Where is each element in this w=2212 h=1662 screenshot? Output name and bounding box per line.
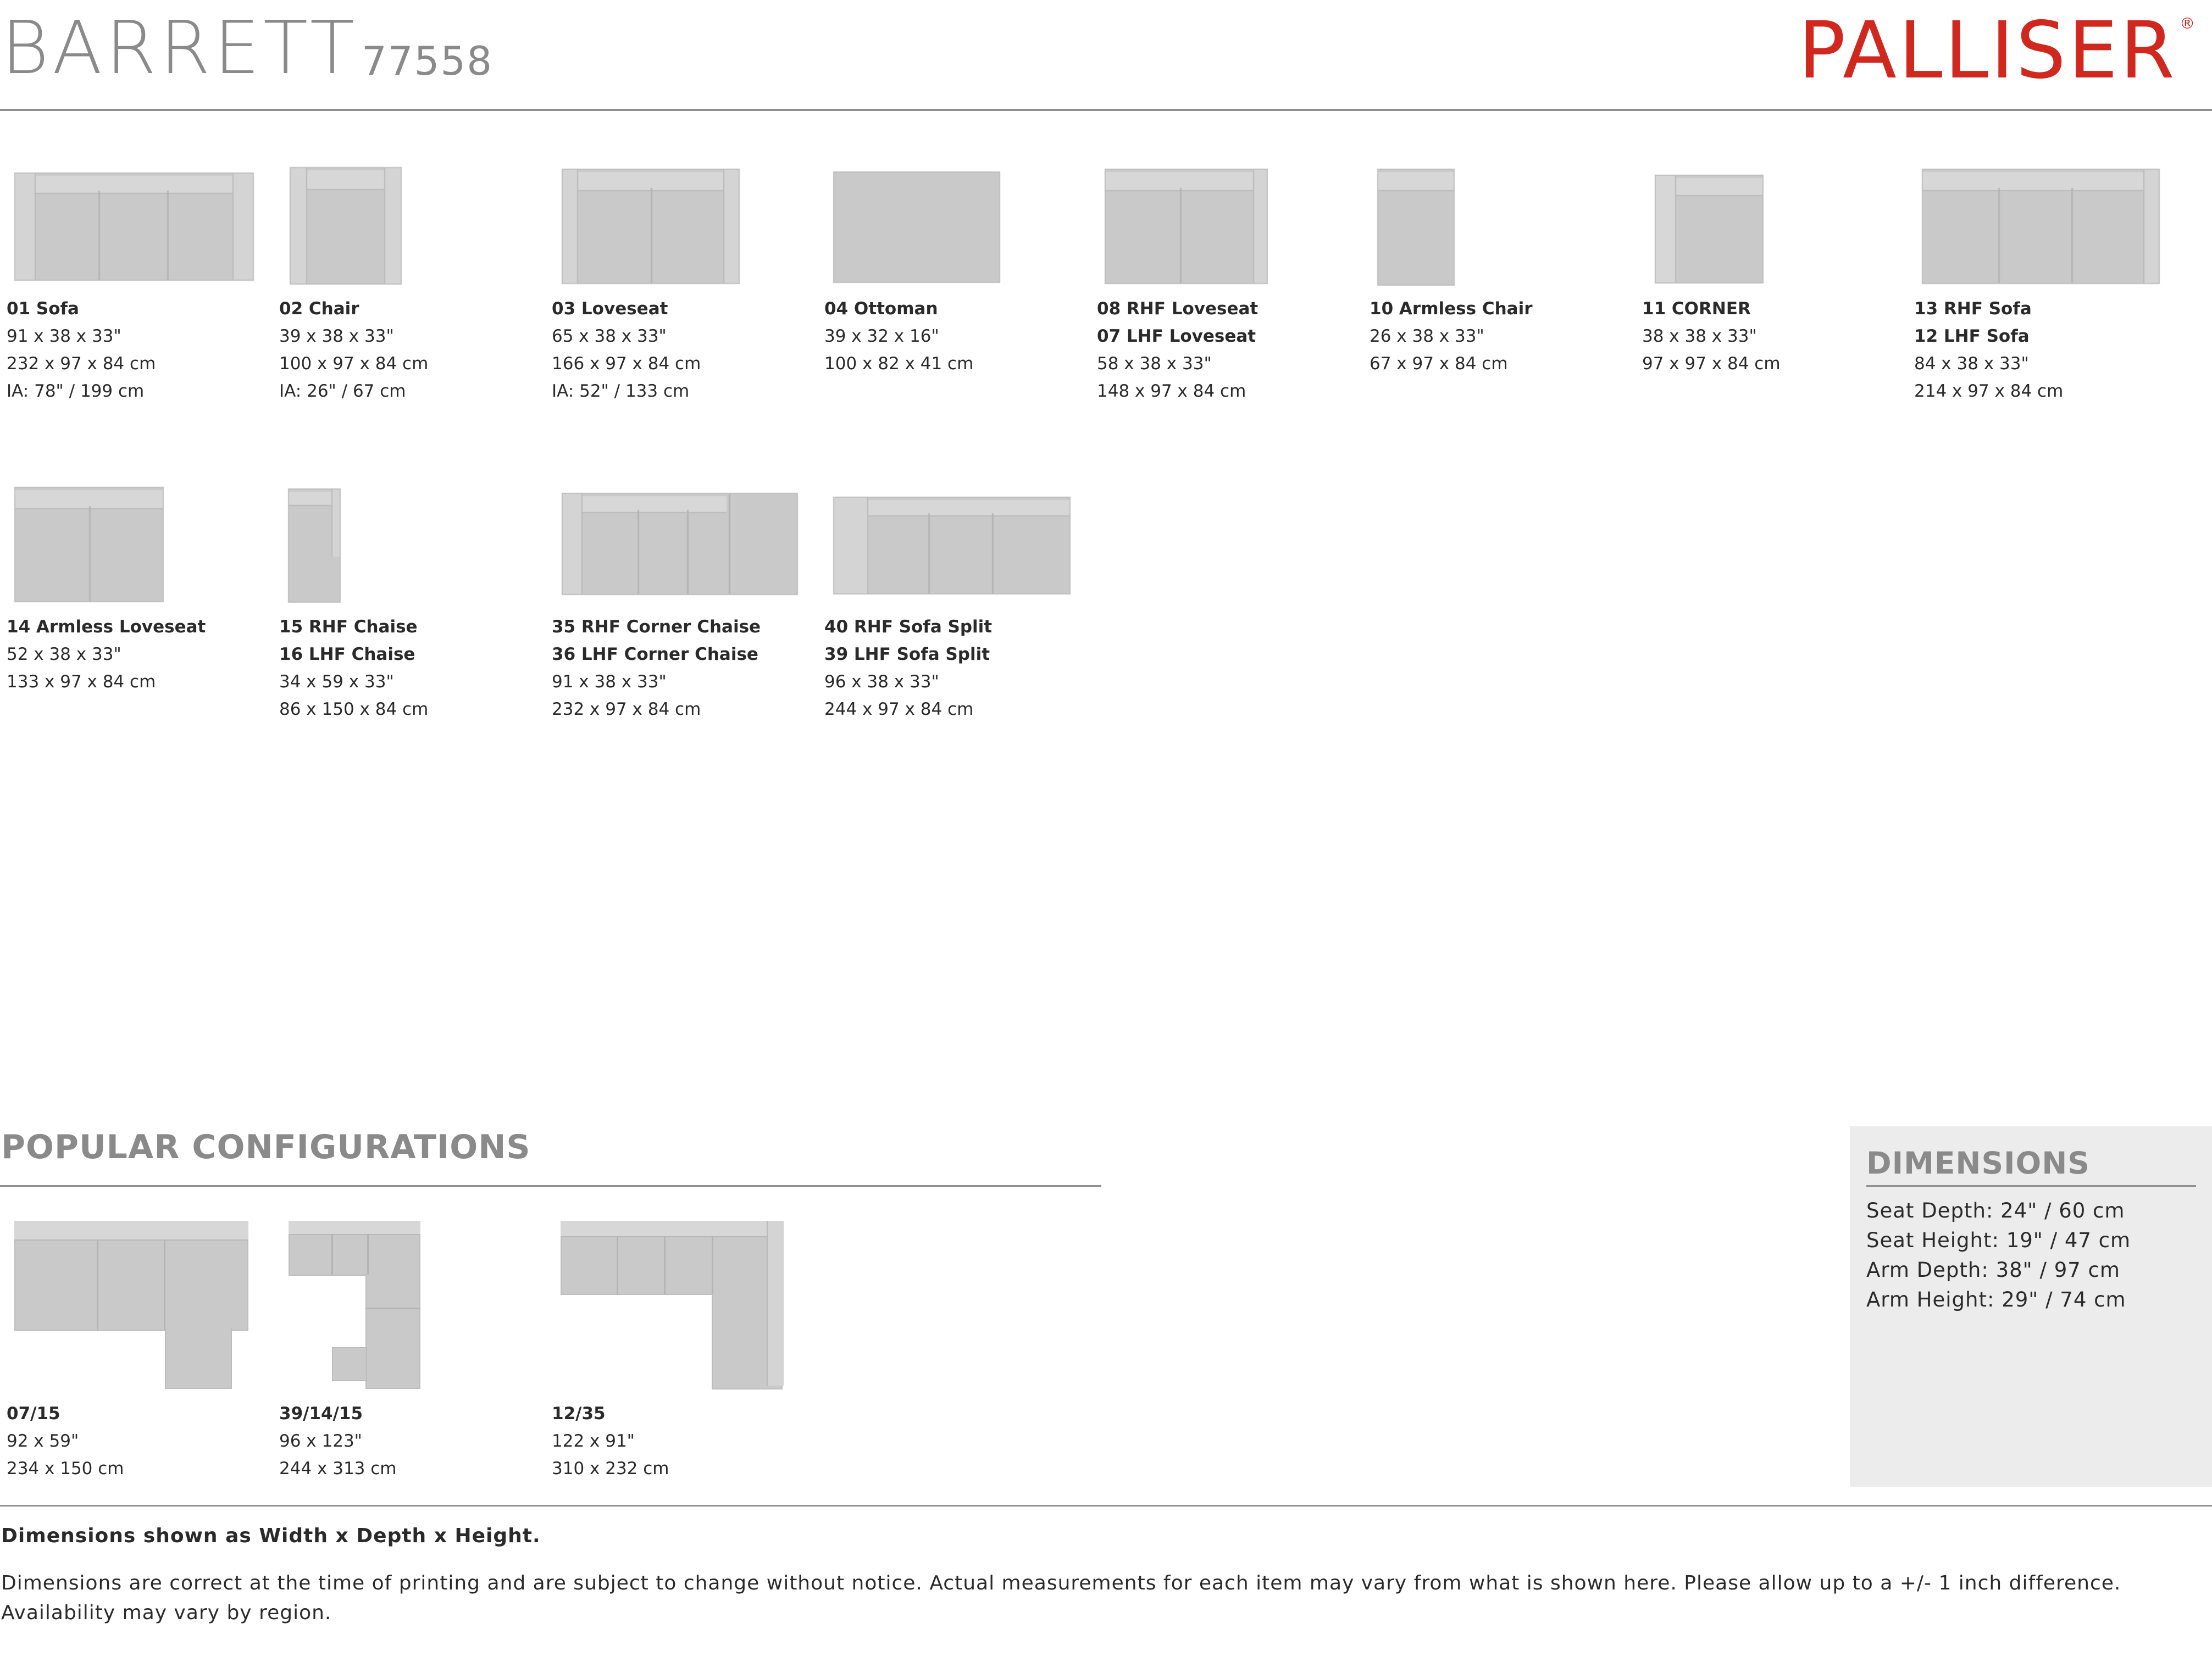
rhf-sofa-image bbox=[1922, 169, 2160, 284]
sofa-image bbox=[14, 173, 254, 281]
dimensions-heading: DIMENSIONS bbox=[1866, 1146, 2090, 1181]
piece-label-15-rhf-chaise: 15 RHF Chaise 16 LHF Chaise 34 x 59 x 33" 86 x 150 x 84 cm bbox=[279, 617, 429, 719]
piece-label-08-rhf-loveseat: 08 RHF Loveseat 07 LHF Loveseat 58 x 38 x 33" 148 x 97 x 84 cm bbox=[1097, 299, 1259, 401]
piece-label-10-armless-chair: 10 Armless Chair 26 x 38 x 33" 67 x 97 x 84 cm bbox=[1370, 299, 1533, 374]
piece-label-03-loveseat: 03 Loveseat 65 x 38 x 33" 166 x 97 x 84 cm IA: 52" / 133 cm bbox=[552, 299, 701, 401]
brand-logo: PALLISER bbox=[1798, 4, 2177, 96]
loveseat-image bbox=[562, 169, 740, 284]
piece-label-35-rhf-corner-chaise: 35 RHF Corner Chaise 36 LHF Corner Chaise 91 x 38 x 33" 232 x 97 x 84 cm bbox=[552, 617, 761, 719]
dimensions-format-note: Dimensions shown as Width x Depth x Height. bbox=[1, 1525, 541, 1547]
config-label-07-15: 07/15 92 x 59" 234 x 150 cm bbox=[7, 1404, 124, 1478]
page-title: BARRETT bbox=[1, 6, 358, 91]
rhf-chaise-image bbox=[288, 488, 341, 603]
configurations-divider bbox=[0, 1185, 1101, 1187]
footer-divider bbox=[0, 1505, 2212, 1507]
piece-label-04-ottoman: 04 Ottoman 39 x 32 x 16" 100 x 82 x 41 cm bbox=[824, 299, 974, 374]
configurations-heading: POPULAR CONFIGURATIONS bbox=[1, 1128, 531, 1166]
piece-label-01-sofa: 01 Sofa 91 x 38 x 33" 232 x 97 x 84 cm IA: 78" / 199 cm bbox=[7, 299, 156, 401]
disclaimer-line-1: Dimensions are correct at the time of printing and are subject to change without notice. Actual measurements for each item may vary from what is shown here. Please allow up to a +/- 1 inch difference. bbox=[1, 1572, 2121, 1594]
ottoman-image bbox=[833, 171, 1000, 283]
model-number: 77558 bbox=[362, 38, 494, 84]
chair-image bbox=[290, 167, 402, 285]
piece-label-14-armless-loveseat: 14 Armless Loveseat 52 x 38 x 33" 133 x 97 x 84 cm bbox=[7, 617, 206, 692]
rhf-corner-chaise-image bbox=[562, 493, 798, 595]
piece-label-02-chair: 02 Chair 39 x 38 x 33" 100 x 97 x 84 cm IA: 26" / 67 cm bbox=[279, 299, 429, 401]
header-divider bbox=[0, 109, 2212, 111]
corner-image bbox=[1655, 175, 1764, 284]
seat-height: Seat Height: 19" / 47 cm bbox=[1866, 1229, 2131, 1252]
disclaimer bbox=[1, 1569, 2144, 1628]
disclaimer-line-2: Availability may vary by region. bbox=[1, 1602, 332, 1624]
rhf-sofa-split-image bbox=[833, 497, 1071, 594]
piece-label-11-corner: 11 CORNER 38 x 38 x 33" 97 x 97 x 84 cm bbox=[1642, 299, 1781, 374]
config-label-39-14-15: 39/14/15 96 x 123" 244 x 313 cm bbox=[279, 1404, 397, 1478]
arm-depth: Arm Depth: 38" / 97 cm bbox=[1866, 1258, 2120, 1282]
arm-height: Arm Height: 29" / 74 cm bbox=[1866, 1288, 2126, 1311]
rhf-loveseat-image bbox=[1105, 169, 1268, 284]
registered-mark: ® bbox=[2180, 14, 2195, 32]
piece-label-13-rhf-sofa: 13 RHF Sofa 12 LHF Sofa 84 x 38 x 33" 214 x 97 x 84 cm bbox=[1914, 299, 2064, 401]
dimensions-divider bbox=[1866, 1185, 2196, 1187]
armless-chair-image bbox=[1377, 169, 1455, 286]
config-label-12-35: 12/35 122 x 91" 310 x 232 cm bbox=[552, 1404, 669, 1478]
seat-depth: Seat Depth: 24" / 60 cm bbox=[1866, 1199, 2125, 1222]
armless-loveseat-image bbox=[14, 487, 164, 602]
piece-label-40-rhf-sofa-split: 40 RHF Sofa Split 39 LHF Sofa Split 96 x 38 x 33" 244 x 97 x 84 cm bbox=[824, 617, 993, 719]
